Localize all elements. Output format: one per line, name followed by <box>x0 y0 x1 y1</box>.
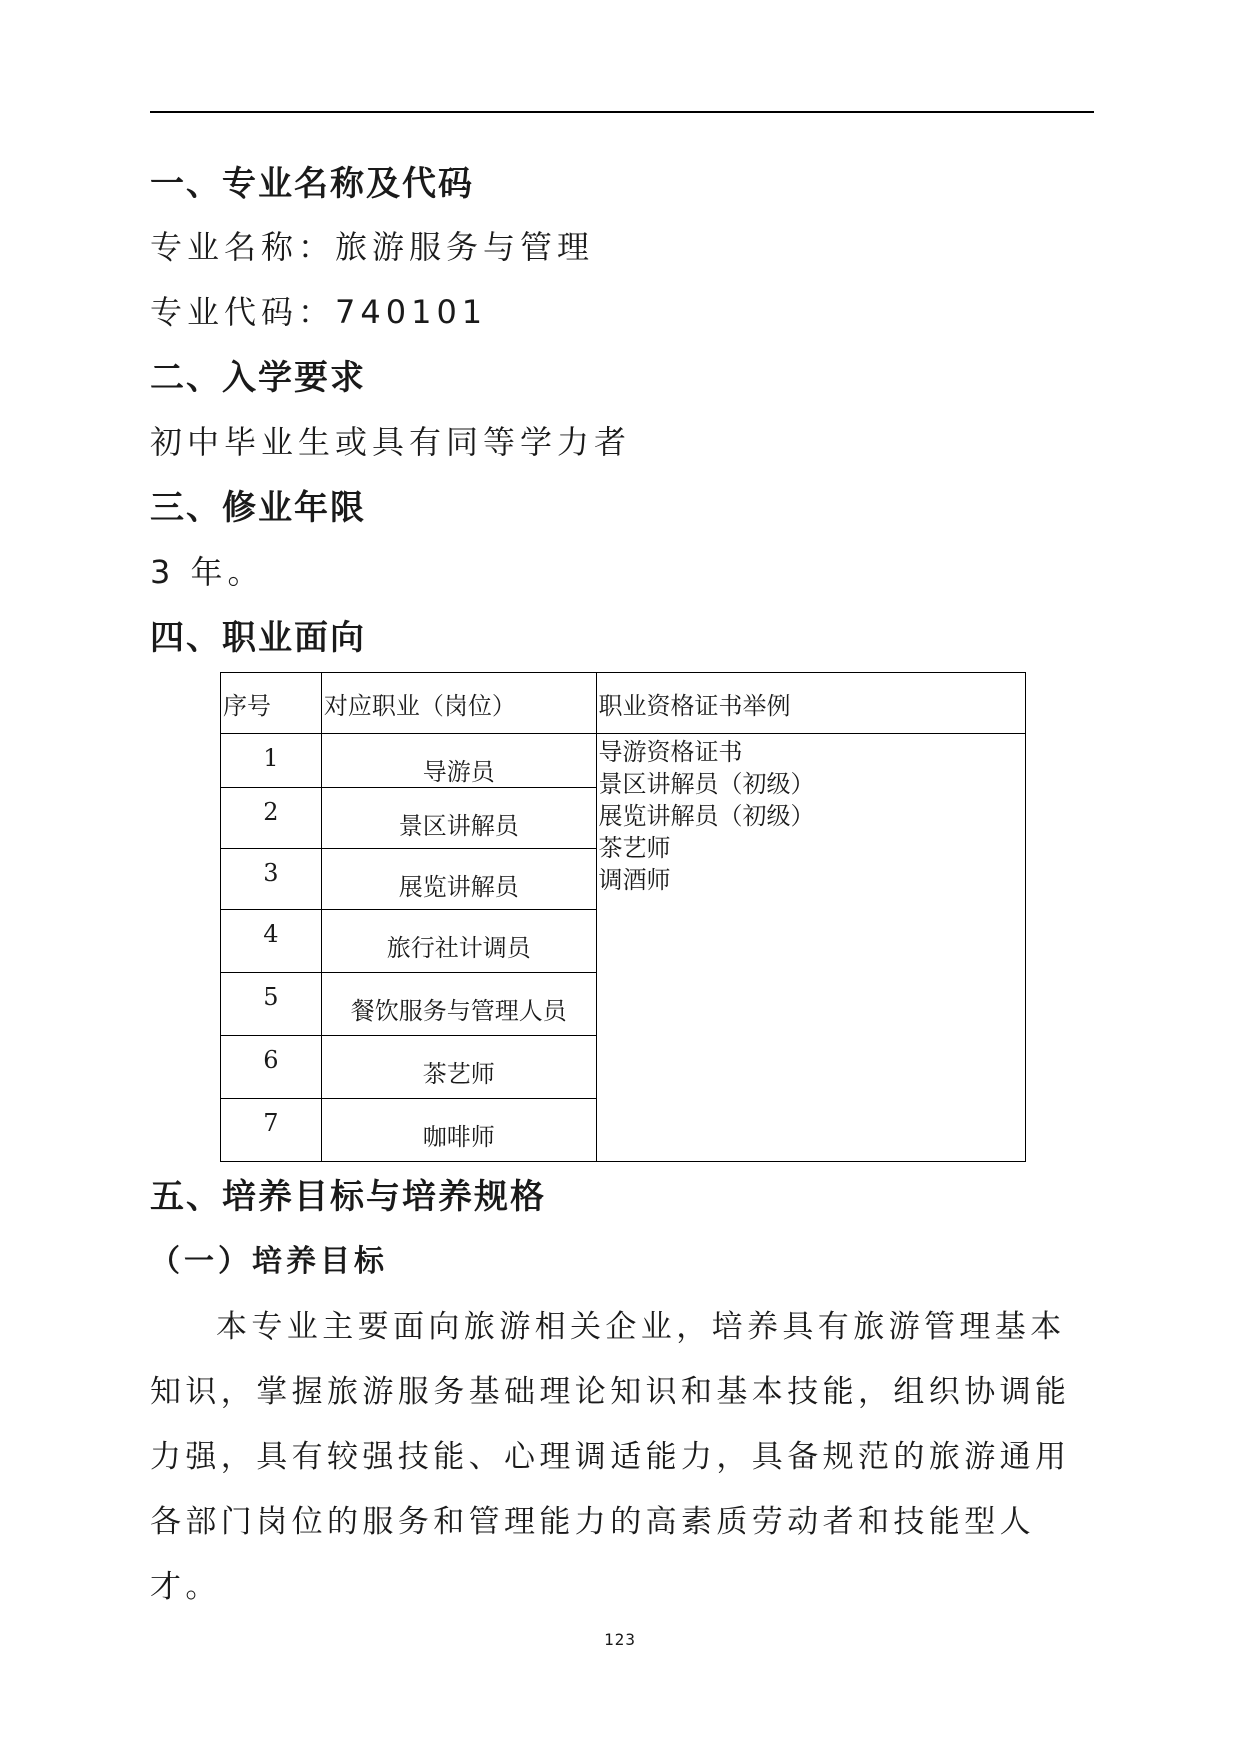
header-certificates: 职业资格证书举例 <box>596 673 1025 734</box>
header-occupation: 对应职业（岗位） <box>321 673 596 734</box>
row-occupation: 导游员 <box>321 734 596 788</box>
row-occupation: 景区讲解员 <box>321 788 596 849</box>
duration-text: 3 年。 <box>150 553 265 591</box>
page-number: 123 <box>604 1630 636 1649</box>
major-name-line: 专业名称：旅游服务与管理 <box>150 228 595 266</box>
row-index: 1 <box>221 734 322 788</box>
section-4-title: 四、职业面向 <box>150 618 366 658</box>
major-code-line: 专业代码：740101 <box>150 293 488 331</box>
row-occupation: 旅行社计调员 <box>321 910 596 973</box>
certificate-list <box>596 734 1025 1162</box>
row-index: 4 <box>221 910 322 973</box>
table-header-row <box>221 673 1026 734</box>
occupation-table <box>220 672 1026 1162</box>
row-occupation: 展览讲解员 <box>321 849 596 910</box>
certificate-item: 茶艺师 <box>598 834 671 862</box>
section-3-title: 三、修业年限 <box>150 488 366 528</box>
section-5-title: 五、培养目标与培养规格 <box>150 1177 546 1217</box>
certificate-item: 展览讲解员（初级） <box>598 802 815 830</box>
certificate-item: 调酒师 <box>598 866 671 894</box>
certificate-item: 景区讲解员（初级） <box>598 770 815 798</box>
row-index: 2 <box>221 788 322 849</box>
admission-text: 初中毕业生或具有同等学力者 <box>150 423 632 461</box>
table-row <box>221 734 1026 788</box>
row-occupation: 餐饮服务与管理人员 <box>321 973 596 1036</box>
section-1-title: 一、专业名称及代码 <box>150 164 474 204</box>
certificate-item: 导游资格证书 <box>598 738 743 766</box>
header-rule <box>150 111 1094 113</box>
row-index: 5 <box>221 973 322 1036</box>
row-occupation: 咖啡师 <box>321 1099 596 1162</box>
row-occupation: 茶艺师 <box>321 1036 596 1099</box>
section-2-title: 二、入学要求 <box>150 358 366 398</box>
training-objective-paragraph: 本专业主要面向旅游相关企业，培养具有旅游管理基本知识，掌握旅游服务基础理论知识和基本技能，组织协调能力强，具有较强技能、心理调适能力，具备规范的旅游通用各部门岗位的服务和管理能力的高素质劳动者和技能型人才。 <box>150 1309 1071 1605</box>
header-index: 序号 <box>221 673 322 734</box>
subsection-title: （一）培养目标 <box>150 1244 388 1279</box>
row-index: 7 <box>221 1099 322 1162</box>
row-index: 6 <box>221 1036 322 1099</box>
row-index: 3 <box>221 849 322 910</box>
